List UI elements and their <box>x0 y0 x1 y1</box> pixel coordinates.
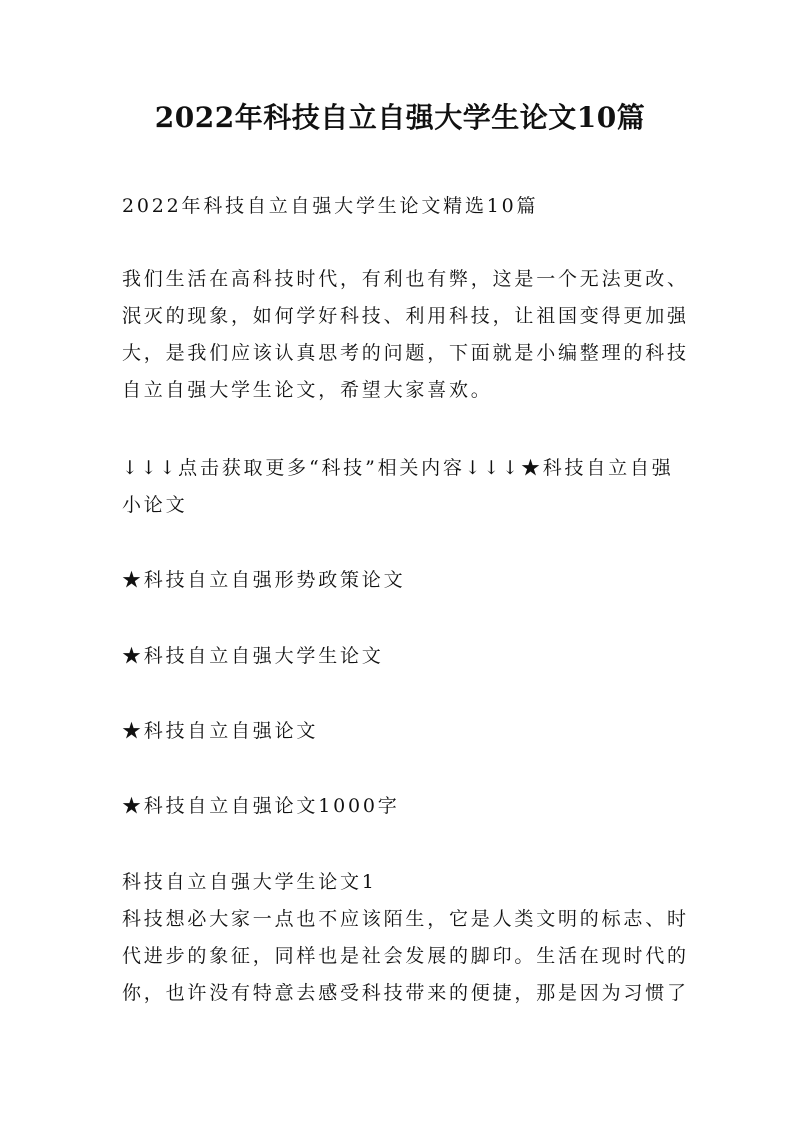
related-link-student-essay[interactable]: ★科技自立自强大学生论文 <box>122 645 384 667</box>
related-link-1000-words[interactable]: ★科技自立自强论文1000字 <box>122 795 400 817</box>
intro-paragraph: 我们生活在高科技时代，有利也有弊，这是一个无法更改、泯灭的现象，如何学好科技、利用科技，让祖国变得更加强大，是我们应该认真思考的问题，下面就是小编整理的科技自立自强大学生论文，希望大家喜欢。 <box>122 268 689 401</box>
related-link-essay[interactable]: ★科技自立自强论文 <box>122 720 319 742</box>
body-paragraph: 科技想必大家一点也不应该陌生，它是人类文明的标志、时代进步的象征，同样也是社会发展的脚印。生活在现时代的你，也许没有特意去感受科技带来的便捷，那是因为习惯了 <box>122 908 689 1004</box>
section-heading: 科技自立自强大学生论文1 <box>122 871 377 893</box>
related-link-policy-essay[interactable]: ★科技自立自强形势政策论文 <box>122 569 406 591</box>
document-title: 2022年科技自立自强大学生论文10篇 <box>154 101 646 134</box>
document-subtitle: 2022年科技自立自强大学生论文精选10篇 <box>122 195 539 217</box>
more-content-link[interactable]: ↓↓↓点击获取更多“科技”相关内容↓↓↓★科技自立自强小论文 <box>122 457 674 516</box>
